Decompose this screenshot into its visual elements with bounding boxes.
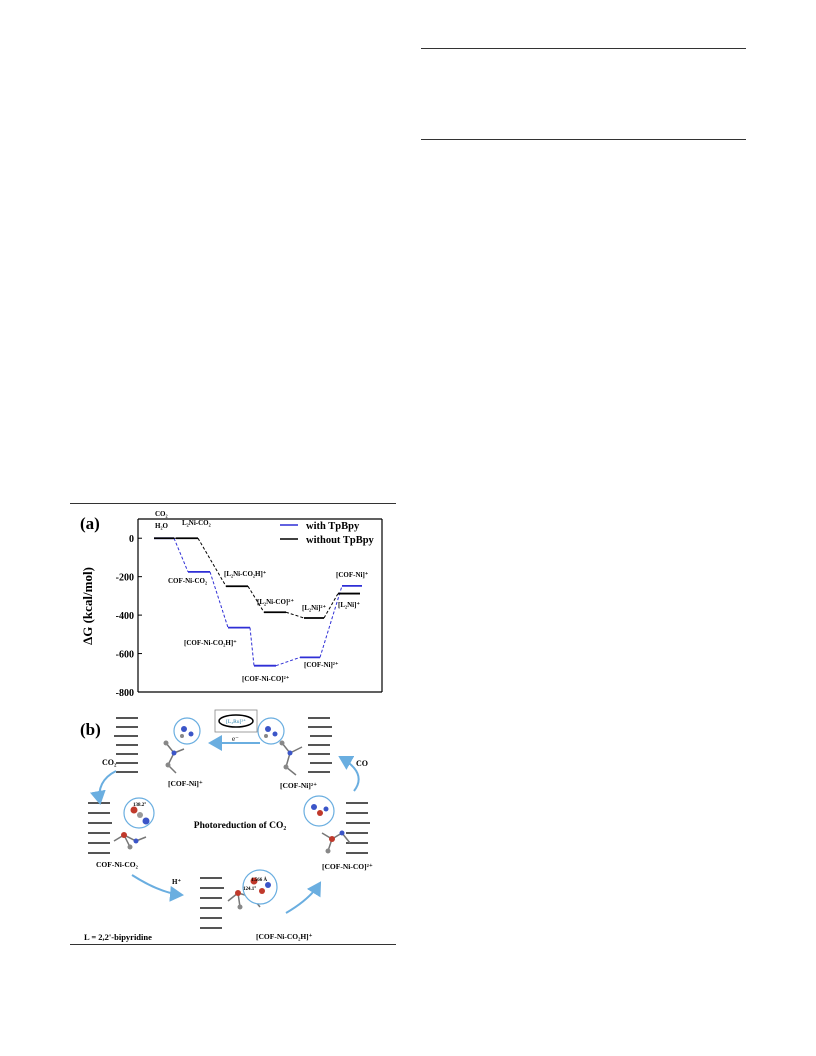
- angle-124: 124.1°: [243, 887, 257, 892]
- bond-1566: 1.566 Å: [251, 878, 268, 883]
- label-l2ni-2plus: [L₂Ni]²⁺: [302, 604, 327, 612]
- panel-b-label: (b): [80, 720, 101, 739]
- label-cof-ni-plus: [COF-Ni]⁺: [336, 571, 369, 579]
- figure-svg: [70, 503, 396, 945]
- connector-0-5: [320, 586, 342, 658]
- y-tick-label-1: -200: [115, 572, 134, 584]
- electron-label: e⁻: [232, 735, 239, 743]
- arrow-left: [99, 771, 116, 803]
- molecule-mid-left: [114, 832, 146, 850]
- y-tick-label-3: -600: [115, 649, 134, 661]
- panel-a-label: (a): [80, 514, 100, 533]
- panel-b: [80, 710, 373, 942]
- molecule-top-right: [280, 741, 303, 776]
- co2-label: CO₂: [102, 758, 117, 767]
- state-cof-ni-2plus: [COF-Ni]²⁺: [280, 781, 318, 790]
- connector-0-1: [174, 538, 188, 572]
- angle-138: 138.2°: [133, 803, 147, 808]
- connector-1-4: [286, 612, 304, 618]
- label-l2ni-plus: [L₂Ni]⁺: [338, 601, 361, 609]
- label-cof-ni-co2h: [COF-Ni-CO₂H]⁺: [184, 639, 237, 647]
- header-rule-bottom: [421, 139, 746, 140]
- legend-without-tpbpy: without TpBpy: [306, 535, 374, 546]
- state-cof-ni-co: [COF-Ni-CO]²⁺: [322, 862, 373, 871]
- zoom-circles: [124, 718, 334, 904]
- label-co2: CO₂: [155, 510, 168, 518]
- proton-label: H⁺: [172, 878, 182, 886]
- y-tick-label-0: 0: [129, 534, 134, 546]
- molecule-top-left: [164, 741, 185, 774]
- molecule-mid-right: [322, 831, 350, 854]
- zoom-atoms: [131, 726, 329, 894]
- label-l2ni-co: [L₂Ni-CO]²⁺: [257, 598, 295, 606]
- figure: [70, 503, 396, 945]
- label-cof-ni-2plus: [COF-Ni]²⁺: [304, 661, 339, 669]
- state-cof-ni-co2h: [COF-Ni-CO₂H]⁺: [256, 932, 313, 941]
- header-rule-top: [421, 48, 746, 49]
- label-l2ni-co2h: [L₂Ni-CO₂H]⁺: [224, 570, 267, 578]
- panel-a: [80, 510, 382, 699]
- legend-with-tpbpy: with TpBpy: [306, 521, 360, 532]
- connector-0-3: [250, 628, 254, 666]
- connector-0-2: [210, 572, 228, 628]
- connector-0-4: [276, 657, 300, 665]
- y-tick-label-2: -400: [115, 611, 134, 623]
- photoreduction-title: Photoreduction of CO₂: [193, 821, 287, 831]
- state-cof-ni-co2: COF-Ni-CO₂: [96, 860, 138, 869]
- y-axis-label: ΔG (kcal/mol): [80, 567, 95, 645]
- label-l2ni-co2: L₂Ni-CO₂: [182, 519, 211, 527]
- label-h2o: H₂O: [155, 522, 168, 530]
- label-cof-ni-co: [COF-Ni-CO]²⁺: [242, 675, 290, 683]
- arrow-bottom-right: [286, 883, 320, 913]
- state-cof-ni-plus: [COF-Ni]⁺: [168, 779, 203, 788]
- bipyridine-footnote: L = 2,2'-bipyridine: [84, 932, 152, 942]
- y-tick-label-4: -800: [115, 688, 134, 699]
- co-label: CO: [356, 759, 368, 768]
- legend: [280, 521, 375, 546]
- label-cof-ni-co2: COF-Ni-CO₂: [168, 577, 208, 585]
- ps-badge-label: [L₃Ru]²⁺: [226, 719, 246, 725]
